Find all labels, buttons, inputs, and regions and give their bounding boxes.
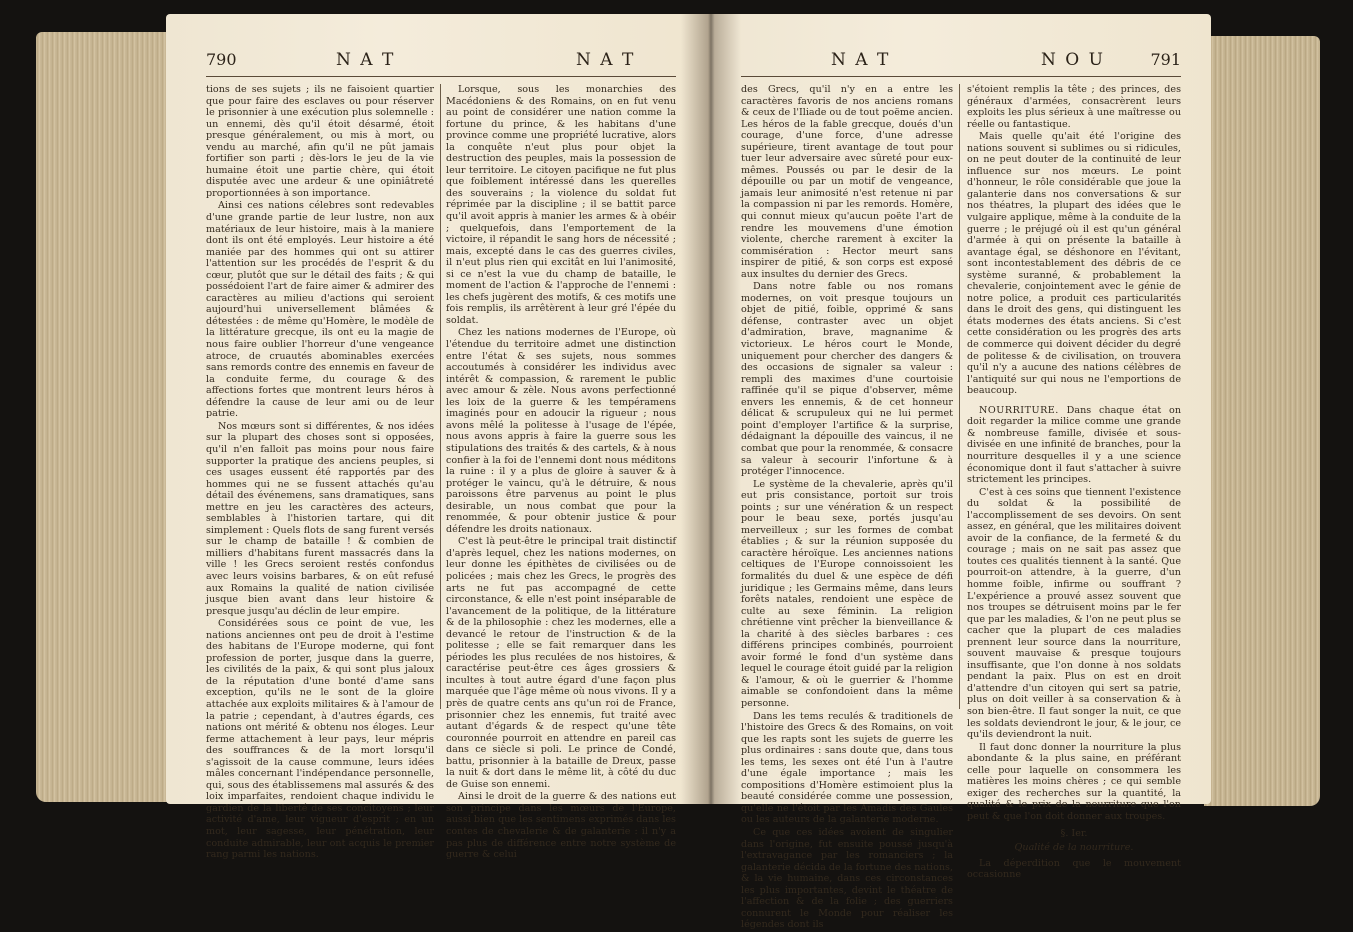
- paragraph: Lorsque, sous les monarchies des Macédoniens & des Romains, on en fut venu au point de considérer une nation comme la fortune du prince, & les habitans d'une province comme une propriété lucrative, alors la conquête n'eut plus pour objet la destruction des peuples, mais la possession de leur territoire. Le citoyen pacifique ne fut plus que foiblement intéressé dans les querelles des souverains ; la violence du soldat fut réprimée par la discipline ; il se battit parce qu'il avoit appris à manier les armes & à obéir ; quelquefois, dans l'emportement de la victoire, il répandit le sang hors de nécessité ; mais, excepté dans le cas des guerres civiles, il n'eut plus rien qui excitât en lui l'animosité, si ce n'est la vue du champ de bataille, le moment de l'action & l'approche de l'ennemi : les chefs jugèrent des motifs, & ces motifs une fois remplis, ils arrêtèrent à leur gré l'épée du soldat.: [446, 84, 676, 326]
- section-number: §. Ier.: [1060, 828, 1088, 840]
- left-page-header: [206, 50, 676, 76]
- paragraph: Ce que ces idées avoient de singulier dans l'origine, fut ensuite poussé jusqu'à l'extravagance par les romanciers ; la galanterie décida de la fortune des nations, & la vie humaine, dans ces circonstances les plus importantes, devint le théatre de l'affection & de la folie ; des guerriers connurent le Monde pour réaliser les légendes dont ils: [741, 827, 954, 931]
- right-page: [711, 14, 1211, 931]
- entry-nourriture: [967, 405, 1181, 486]
- left-column-2: [446, 84, 676, 862]
- paragraph: Ainsi ces nations célebres sont redevables d'une grande partie de leur lustre, non aux matériaux de leur histoire, mais à la maniere dont ils ont été employés. Leur histoire a été maniée par des hommes qui ont su attirer l'attention sur les procédés de l'esprit & du cœur, plutôt que sur le détail des faits ; & qui possédoient l'art de faire aimer & admirer des caractères au milieu d'actions qui seroient aujourd'hui universellement blâmées & détestées : de même qu'Homère, le modèle de la littérature grecque, ils ont eu la magie de nous faire oublier l'horreur d'une vengeance atroce, de cruautés abominables exercées sans remords contre des ennemis en faveur de la conduite ferme, du courage & des affections fortes que montrent leurs héros à défendre la cause de leur ami ou de leur patrie.: [206, 200, 434, 420]
- section-title: Qualité de la nourriture.: [1014, 842, 1134, 853]
- paragraph: Dans notre fable ou nos romans modernes, on voit presque toujours un objet de pitié, foible, opprimé & sans défense, contraster avec un objet d'admiration, brave, magnanime & victorieux. Le héros court le Monde, uniquement pour chercher des dangers & des occasions de signaler sa valeur : rempli des maximes d'une courtoisie raffinée qu'il se pique d'observer, même envers les ennemis, & de cet honneur délicat & scrupuleux qui ne lui permet point d'employer l'artifice & la surprise, dédaignant la dépouille des vaincus, il ne combat que pour la renommée, & consacre sa valeur à secourir l'infortune & à protéger l'innocence.: [741, 281, 953, 478]
- right-column-2: [967, 84, 1181, 882]
- column-rule: [440, 84, 441, 709]
- entry-title: NOURRITURE.: [979, 404, 1059, 416]
- right-page-header: [741, 50, 1181, 76]
- open-book: [36, 10, 1320, 931]
- paragraph: C'est à ces soins que tiennent l'existence du soldat & la possibilité de l'accomplissement de ses devoirs. On sent assez, en général, que les militaires doivent avoir de la confiance, de la fermeté & du courage ; mais on ne sait pas assez que toutes ces qualités tiennent à la santé. Que pourroit-on attendre, à la guerre, d'un homme foible, infirme ou souffrant ? L'expérience a prouvé assez souvent que nos troupes se détruisent moins par le fer que par les maladies, & l'on ne peut plus se cacher que la plupart de ces maladies prennent leur source dans la nourriture, souvent mauvaise & presque toujours insuffisante, que l'on donne à nos soldats pendant la paix. Plus on est en droit d'attendre d'un citoyen qui sert sa patrie, plus on doit veiller à sa conservation & à son bien-être. Il faut songer la nuit, ce que les soldats deviendront le jour, & le jour, ce qu'ils deviendront la nuit.: [967, 486, 1181, 741]
- paragraph: Dans les tems reculés & traditionels de l'histoire des Grecs & des Romains, on voit que les rapts sont les sujets de guerre les plus ordinaires : sans doute que, dans tous les tems, les sexes ont été l'un à l'autre d'une égale importance ; mais les compositions d'Homère estimoient plus la beauté considérée comme une possession, qu'elle ne l'étoit par les Amadis des Gaules ou les auteurs de la galanterie moderne.: [741, 710, 953, 826]
- paragraph: tions de ses sujets ; ils ne faisoient quartier que pour faire des esclaves ou pour réserver le prisonnier à une exécution plus solemnelle : un ennemi, dès qu'il étoit désarmé, étoit presque généralement, ou mis à mort, ou vendu au marché, afin qu'il ne pût jamais fortifier son parti ; dès-lors le jeu de la vie humaine étoit une partie chère, qui étoit disputée avec une ardeur & une opiniâtreté proportionnées à son importance.: [206, 84, 434, 199]
- paragraph: Il faut donc donner la nourriture la plus abondante & la plus saine, en préférant celle pour laquelle on consommera les matières les moins chères ; ce qui semble exiger des recherches sur la quantité, la qualité & le prix de la nourriture que l'on peut & que l'on doit donner aux troupes.: [967, 741, 1181, 822]
- page-number: 791: [1150, 50, 1181, 69]
- running-head: N A T: [336, 50, 396, 70]
- paragraph: Nos mœurs sont si différentes, & nos idées sur la plupart des choses sont si opposées, qu'il n'en falloit pas moins pour nous faire supporter la pratique des anciens peuples, si ces usages eussent été rapportés par des hommes qui ne se fussent attachés qu'au détail des événemens, sans dramatiques, sans mettre en jeu les caractères des acteurs, semblables à l'historien tartare, qui dit simplement : Quels flots de sang furent versés sur le champ de bataille ! & combien de milliers d'habitans furent massacrés dans la ville ! les Grecs seroient restés confondus avec leurs voisins barbares, & on eût refusé aux Romains la qualité de nation civilisée jusque bien avant dans leur histoire & presque jusqu'au déclin de leur empire.: [206, 420, 434, 617]
- paragraph: Chez les nations modernes de l'Europe, où l'étendue du territoire admet une distinction entre l'état & ses sujets, nous sommes accoutumés à considérer les individus avec intérêt & compassion, & rarement le public avec amour & zèle. Nous avons perfectionné les loix de la guerre & les tempéramens imaginés pour en adoucir la rigueur ; nous avons mêlé la politesse à l'usage de l'épée, nous avons appris à faire la guerre sous les stipulations des traités & des cartels, & à nous confier à la foi de l'ennemi dont nous méditons la ruine : il y a plus de gloire à sauver & à protéger le vaincu, qu'à le détruire, & nous paroissons être parvenus au point le plus desirable, un nous combat que pour la renommée, & pour obtenir justice & pour défendre les droits nationaux.: [446, 327, 676, 535]
- left-column-1: [206, 84, 434, 862]
- page-number: 790: [206, 50, 237, 69]
- paragraph: C'est là peut-être le principal trait distinctif d'après lequel, chez les nations modernes, on leur donne les épithètes de civilisées ou de policées ; mais chez les Grecs, le progrès des arts ne fut pas accompagné de cette circonstance, & elle n'est point inséparable de l'avancement de la politique, de la littérature & de la philosophie : chez les modernes, elle a devancé le retour de l'instruction & de la politesse ; elle se fait remarquer dans les périodes les plus reculées de nos histoires, & caractérise peut-être ces âges grossiers & incultes à tout autre égard d'une façon plus marquée que l'âge même où nous vivons. Il y a près de quatre cents ans qu'un roi de France, prisonnier chez les ennemis, fut traité avec autant d'égards & de respect qu'une tête couronnée pourroit en attendre en pareil cas dans ce siècle si poli. Le prince de Condé, battu, prisonnier à la bataille de Dreux, passe la nuit & dort dans le même lit, à côté du duc de Guise son ennemi.: [446, 536, 676, 790]
- running-head: N A T: [576, 50, 636, 70]
- column-rule: [959, 84, 960, 709]
- paragraph: des Grecs, qu'il n'y en a entre les caractères favoris de nos anciens romans & ceux de l'Iliade ou de tout poëme ancien. Les héros de la fable grecque, doués d'un courage, d'une force, d'une adresse supérieure, tirent avantage de tout pour tuer leur adversaire avec sûreté pour eux-mêmes. Poussés ou par le desir de la dépouille ou par un motif de vengeance, jamais leur animosité n'est retenue ni par la compassion ni par les remords. Homère, qui connut mieux qu'aucun poëte l'art de rendre les mouvemens d'une émotion violente, cherche rarement à exciter la commisération : Hector meurt sans inspirer de pitié, & son corps est exposé aux insultes du dernier des Grecs.: [741, 84, 953, 280]
- paragraph: La déperdition que le mouvement occasionne: [967, 857, 1181, 881]
- paragraph: Ainsi le droit de la guerre & des nations eut son principe dans les mœurs de l'Europe, aussi bien que les sentimens exprimés dans les contes de chevalerie & de galanterie : il n'y a pas plus de différence entre notre système de guerre & celui: [446, 791, 676, 861]
- paragraph: Le système de la chevalerie, après qu'il eut pris consistance, portoit sur trois points ; sur une vénération & un respect pour le beau sexe, portés jusqu'au merveilleux ; sur les formes de combat établies ; & sur la réunion supposée du caractère héroïque. Les anciennes nations celtiques de l'Europe connoissoient les formalités du duel & une espèce de défi juridique ; les Germains même, dans leurs forêts natales, rendoient une espèce de culte au sexe féminin. La religion chrétienne vint prêcher la bienveillance & la charité à des siècles barbares : ces différens principes combinés, pourroient avoir formé le fond d'un système dans lequel le courage étoit guidé par la religion & l'amour, & où le guerrier & l'homme aimable se confondoient dans la même personne.: [741, 478, 953, 709]
- entry-text: Dans chaque état on doit regarder la milice comme une grande & nombreuse famille, divisée et sous-divisée en une infinité de branches, pour la nourriture desquelles il y a une science économique dont il faut s'attacher à suivre strictement les principes.: [967, 404, 1181, 486]
- page-edges-left: [36, 32, 176, 802]
- running-head: N A T: [831, 50, 891, 70]
- header-rule: [741, 76, 1181, 77]
- header-rule: [206, 76, 676, 77]
- page-edges-right: [1204, 36, 1320, 806]
- paragraph: Considérées sous ce point de vue, les nations anciennes ont peu de droit à l'estime des habitans de l'Europe moderne, qui font profession de porter, jusque dans la guerre, les civilités de la paix, & qui sont plus jaloux de la réputation d'une bonté d'ame sans exception, qu'ils ne le sont de la gloire attachée aux exploits militaires & à l'amour de la patrie ; cependant, à d'autres égards, ces nations ont mérité & obtenu nos éloges. Leur ferme attachement à leur pays, leur mépris des souffrances & de la mort lorsqu'il s'agissoit de la cause commune, leurs idées mâles concernant l'indépendance personnelle, qui, sous des établissemens mal assurés & des loix imparfaites, rendoient chaque individu le gardien de la liberté de ses concitoyens ; leur activité d'ame, leur vigueur d'esprit ; en un mot, leur sagesse, leur pénétration, leur conduite admirable, leur ont acquis le premier rang parmi les nations.: [206, 618, 434, 861]
- left-page: [166, 14, 711, 861]
- right-column-1: [741, 84, 953, 932]
- running-head: N O U: [1041, 50, 1105, 70]
- paragraph: Mais quelle qu'ait été l'origine des nations souvent si sublimes ou si ridicules, on ne peut douter de la continuité de leur influence sur nos mœurs. Le point d'honneur, le rôle considérable que joue la galanterie dans nos conversations & sur nos théatres, la plupart des idées que le vulgaire applique, même à la conduite de la guerre ; le préjugé où il est qu'un général d'armée à qui on présente la bataille à avantage égal, se déshonore en l'évitant, sont incontestablement des débris de ce système suranné, & probablement la chevalerie, conjointement avec le génie de notre police, a produit ces particularités dans le droit des gens, qui distinguent les états modernes des états anciens. Si c'est cette considération ou les progrès des arts de commerce qui doivent décider du degré de politesse & de civilisation, on trouvera qu'il n'y a aucune des nations célèbres de l'antiquité sur qui nous ne l'emportions de beaucoup.: [967, 131, 1181, 397]
- paragraph: s'étoient remplis la tête ; des princes, des généraux d'armées, consacrèrent leurs exploits les plus sérieux à une maîtresse ou réelle ou fantastique.: [967, 84, 1181, 130]
